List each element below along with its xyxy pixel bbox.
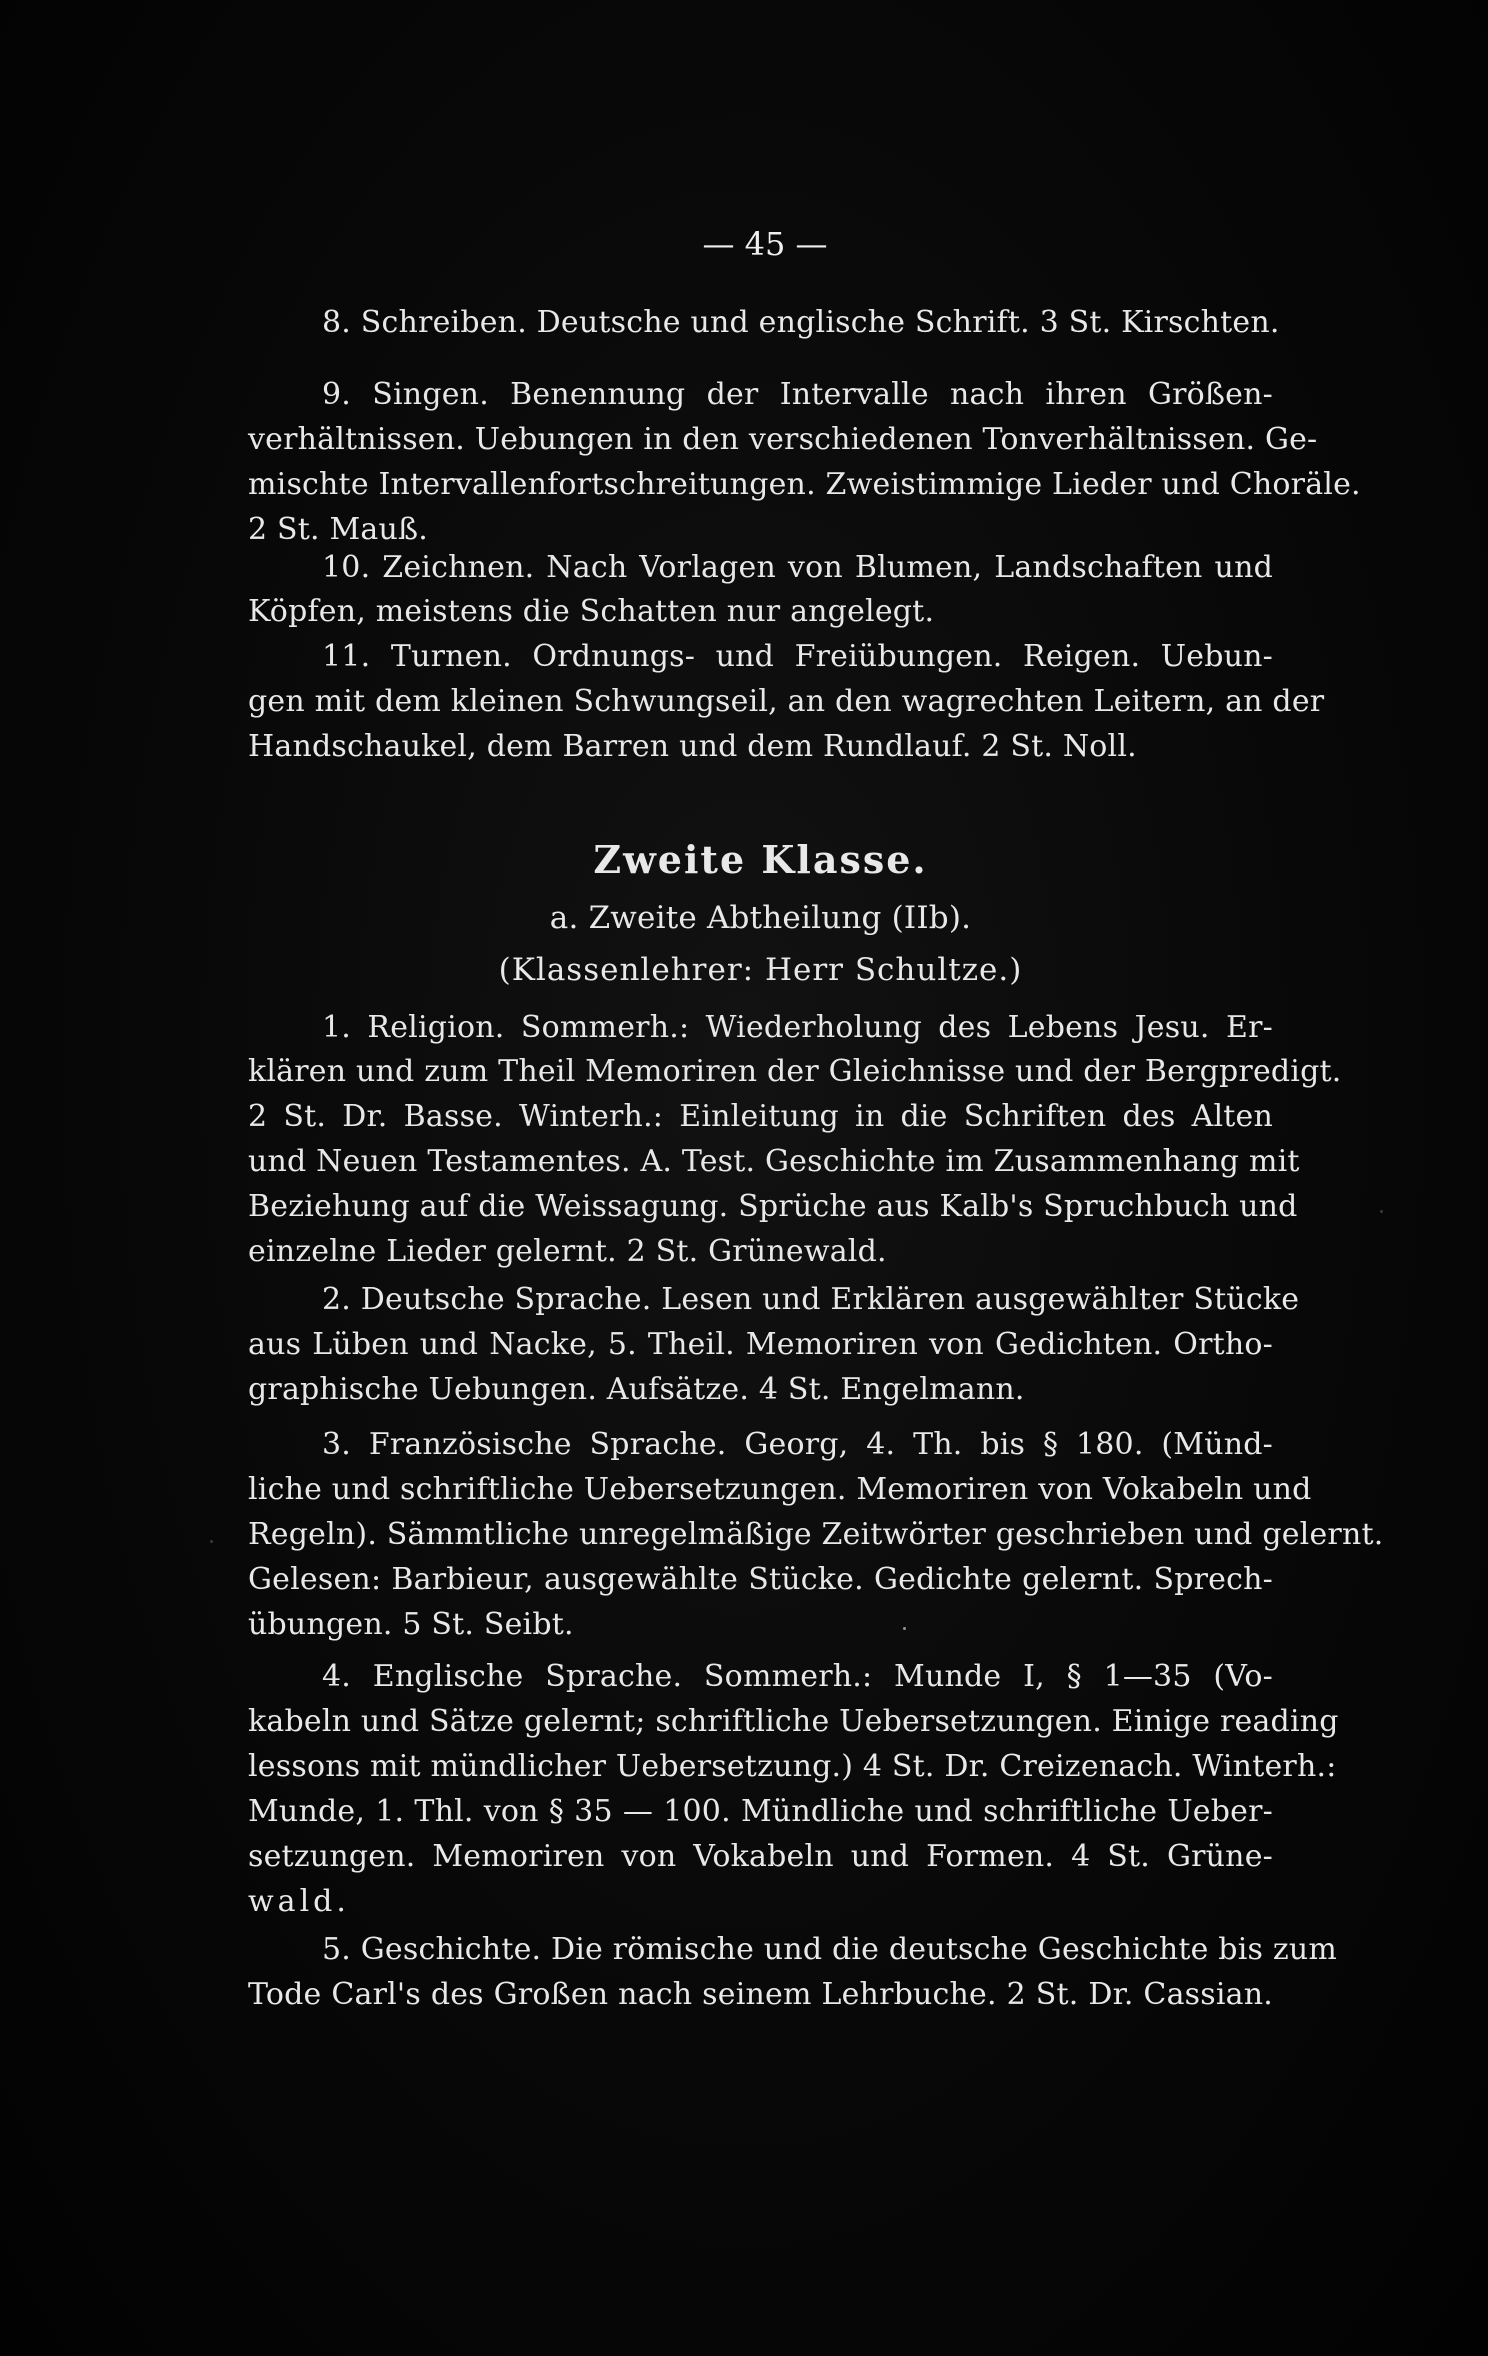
text-line: Regeln). Sämmtliche unregelmäßige Zeitwörter geschrieben und gelernt. xyxy=(248,1517,1384,1552)
text-line: kabeln und Sätze gelernt; schriftliche Uebersetzungen. Einige reading xyxy=(248,1704,1339,1739)
text-line: 8. Schreiben. Deutsche und englische Schrift. 3 St. Kirschten. xyxy=(322,305,1280,340)
scan-speck xyxy=(210,1540,213,1543)
text-line: Köpfen, meistens die Schatten nur angelegt. xyxy=(248,594,935,629)
text-line: graphische Uebungen. Aufsätze. 4 St. Engelmann. xyxy=(248,1372,1025,1407)
text-line: verhältnissen. Uebungen in den verschiedenen Tonverhältnissen. Ge- xyxy=(248,422,1318,457)
class-teacher-line: (Klassenlehrer: Herr Schultze.) xyxy=(498,952,1023,988)
text-line: 5. Geschichte. Die römische und die deutsche Geschichte bis zum xyxy=(322,1932,1338,1967)
section-heading: Zweite Klasse. xyxy=(593,837,928,882)
text-line: wald. xyxy=(248,1884,350,1919)
text-line: 10. Zeichnen. Nach Vorlagen von Blumen, Landschaften und xyxy=(322,550,1273,585)
text-line: 2 St. Dr. Basse. Winterh.: Einleitung in die Schriften des Alten xyxy=(248,1099,1273,1134)
text-line: einzelne Lieder gelernt. 2 St. Grünewald. xyxy=(248,1234,887,1269)
text-line: 2 St. Mauß. xyxy=(248,512,429,547)
text-line: mischte Intervallenfortschreitungen. Zweistimmige Lieder und Choräle. xyxy=(248,467,1361,502)
text-line: liche und schriftliche Uebersetzungen. Memoriren von Vokabeln und xyxy=(248,1472,1312,1507)
text-line: klären und zum Theil Memoriren der Gleichnisse und der Bergpredigt. xyxy=(248,1054,1342,1089)
text-line: Tode Carl's des Großen nach seinem Lehrbuche. 2 St. Dr. Cassian. xyxy=(248,1977,1273,2012)
text-line: übungen. 5 St. Seibt. xyxy=(248,1607,574,1642)
text-line: 1. Religion. Sommerh.: Wiederholung des Lebens Jesu. Er- xyxy=(322,1010,1273,1045)
text-line: Gelesen: Barbieur, ausgewählte Stücke. Gedichte gelernt. Sprech- xyxy=(248,1562,1273,1597)
text-line: 9. Singen. Benennung der Intervalle nach ihren Größen- xyxy=(322,377,1273,412)
text-line: aus Lüben und Nacke, 5. Theil. Memoriren von Gedichten. Ortho- xyxy=(248,1327,1273,1362)
text-line: Handschaukel, dem Barren und dem Rundlauf. 2 St. Noll. xyxy=(248,729,1137,764)
text-line: setzungen. Memoriren von Vokabeln und Formen. 4 St. Grüne- xyxy=(248,1839,1273,1874)
text-line: Munde, 1. Thl. von § 35 — 100. Mündliche und schriftliche Ueber- xyxy=(248,1794,1273,1829)
text-line: Beziehung auf die Weissagung. Sprüche aus Kalb's Spruchbuch und xyxy=(248,1189,1298,1224)
text-line: 2. Deutsche Sprache. Lesen und Erklären ausgewählter Stücke xyxy=(322,1282,1300,1317)
text-line: lessons mit mündlicher Uebersetzung.) 4 St. Dr. Creizenach. Winterh.: xyxy=(248,1749,1337,1784)
text-line: 4. Englische Sprache. Sommerh.: Munde I, § 1—35 (Vo- xyxy=(322,1659,1273,1694)
scan-speck xyxy=(903,1627,906,1630)
text-line: gen mit dem kleinen Schwungseil, an den wagrechten Leitern, an der xyxy=(248,684,1325,719)
scan-speck xyxy=(1380,1210,1383,1213)
text-line: 11. Turnen. Ordnungs- und Freiübungen. Reigen. Uebun- xyxy=(322,639,1273,674)
page-number: — 45 — xyxy=(702,225,828,263)
section-subheading: a. Zweite Abtheilung (IIb). xyxy=(549,900,972,936)
text-line: und Neuen Testamentes. A. Test. Geschichte im Zusammenhang mit xyxy=(248,1144,1300,1179)
text-line: 3. Französische Sprache. Georg, 4. Th. bis § 180. (Münd- xyxy=(322,1427,1273,1462)
